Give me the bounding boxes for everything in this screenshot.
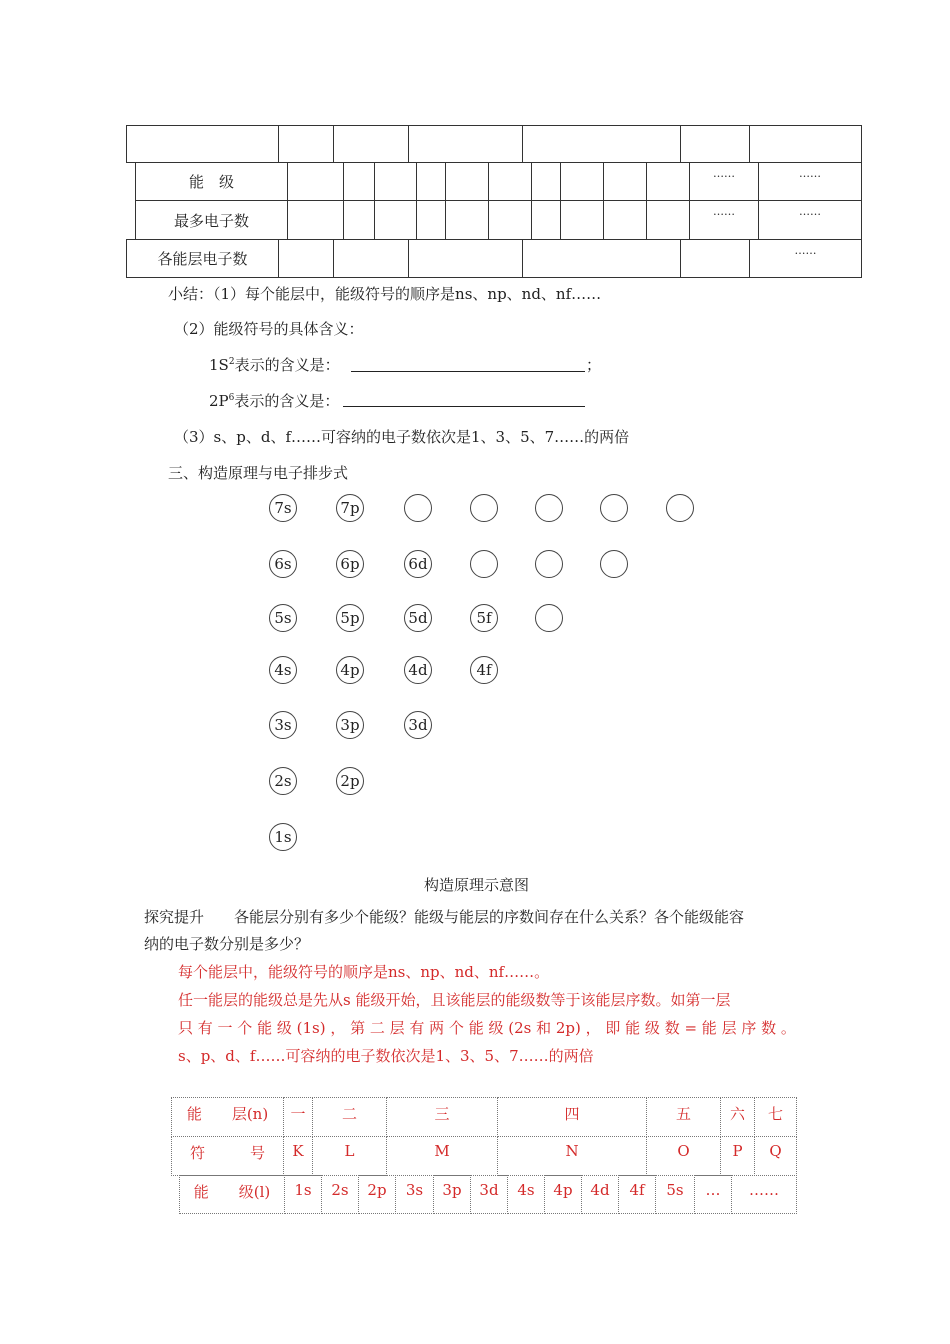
ellipsis-cell: …… [749, 239, 862, 278]
orbital-1s-circle: 1s [269, 823, 297, 851]
table-cell: 七 [754, 1097, 797, 1137]
table-cell [680, 239, 750, 278]
table-cell [287, 200, 344, 240]
orbital-3p-circle: 3p [336, 711, 364, 739]
table-cell [333, 239, 409, 278]
table-cell [333, 125, 409, 163]
ellipsis-cell: …… [689, 200, 759, 240]
table-cell: 一 [283, 1097, 313, 1137]
table-cell: K [283, 1136, 313, 1176]
orbital-3s-circle: 3s [269, 711, 297, 739]
table-cell [374, 162, 417, 201]
summary-3: （3）s、p、d、f……可容纳的电子数依次是1、3、5、7……的两倍 [174, 428, 630, 446]
table-cell [531, 162, 561, 201]
answer-4: s、p、d、f……可容纳的电子数依次是1、3、5、7……的两倍 [178, 1047, 594, 1065]
row-header: 各能层电子数 [126, 239, 279, 278]
orbital-6s-circle: 6s [269, 550, 297, 578]
label-text: 表示的含义是： [234, 392, 340, 410]
table-cell: M [386, 1136, 498, 1176]
table-cell: … [694, 1175, 732, 1214]
empty-orbital-circle [666, 494, 694, 522]
table-cell: 3d [470, 1175, 508, 1214]
orbital-3d-circle: 3d [404, 711, 432, 739]
orbital-7p-circle: 7p [336, 494, 364, 522]
table-cell: 4s [507, 1175, 545, 1214]
explore-question-2: 纳的电子数分别是多少？ [144, 935, 310, 953]
row-header: 能 级(l) [179, 1175, 285, 1214]
table-cell: 二 [312, 1097, 387, 1137]
orbital-2p-circle: 2p [336, 767, 364, 795]
table-cell [126, 125, 279, 163]
table-cell [522, 125, 681, 163]
table-cell [445, 162, 489, 201]
table-cell: 4f [618, 1175, 656, 1214]
row-header: 能 层(n) [171, 1097, 284, 1137]
superscript: 2 [228, 357, 235, 367]
orbital-7s-circle: 7s [269, 494, 297, 522]
table-cell [522, 239, 681, 278]
table-cell: 4p [544, 1175, 582, 1214]
table-cell: 4d [581, 1175, 619, 1214]
label-1s: 1S [209, 356, 229, 374]
orbital-6p-circle: 6p [336, 550, 364, 578]
table-cell [416, 162, 446, 201]
table-cell [343, 162, 375, 201]
table-cell: …… [731, 1175, 797, 1214]
summary-2: （2）能级符号的具体含义： [174, 320, 364, 338]
superscript: 6 [228, 393, 235, 403]
table-cell [680, 125, 750, 163]
orbital-4p-circle: 4p [336, 656, 364, 684]
table-cell: 三 [386, 1097, 498, 1137]
orbital-5d-circle: 5d [404, 604, 432, 632]
orbital-4d-circle: 4d [404, 656, 432, 684]
empty-orbital-circle [535, 604, 563, 632]
summary-2p6 [209, 390, 339, 411]
answer-1: 每个能层中，能级符号的顺序是ns、np、nd、nf……。 [178, 963, 550, 981]
table-cell [646, 162, 690, 201]
orbital-5f-circle: 5f [470, 604, 498, 632]
table-cell [278, 239, 334, 278]
table-cell: 3p [433, 1175, 471, 1214]
fill-blank-2p6[interactable] [343, 405, 585, 407]
orbital-5s-circle: 5s [269, 604, 297, 632]
table-cell: 四 [497, 1097, 647, 1137]
row-header: 最多电子数 [135, 200, 288, 240]
ellipsis-cell: …… [758, 200, 862, 240]
table-cell [488, 162, 532, 201]
label-text: 表示的含义是： [234, 356, 340, 374]
answer-3: 只 有 一 个 能 级 (1s) ， 第 二 层 有 两 个 能 级 (2s 和 2p) ， 即 能 级 数 = 能 层 序 数 。 [178, 1019, 796, 1037]
semicolon: ； [586, 356, 602, 374]
fill-blank-1s2[interactable] [351, 370, 585, 372]
table-cell [445, 200, 489, 240]
table-cell: L [312, 1136, 387, 1176]
empty-orbital-circle [535, 550, 563, 578]
table-cell [646, 200, 690, 240]
empty-orbital-circle [600, 550, 628, 578]
label-2p: 2P [209, 392, 229, 410]
summary-1s2 [209, 354, 340, 375]
ellipsis-cell: …… [758, 162, 862, 201]
table-cell: N [497, 1136, 647, 1176]
orbital-2s-circle: 2s [269, 767, 297, 795]
table-cell: 1s [284, 1175, 322, 1214]
empty-orbital-circle [470, 550, 498, 578]
row-header: 能 级 [135, 162, 288, 201]
table-cell: 3s [395, 1175, 434, 1214]
table-cell [488, 200, 532, 240]
orbital-4f-circle: 4f [470, 656, 498, 684]
ellipsis-cell: …… [689, 162, 759, 201]
table-cell [408, 239, 523, 278]
orbital-4s-circle: 4s [269, 656, 297, 684]
table-cell: 2s [321, 1175, 359, 1214]
empty-orbital-circle [470, 494, 498, 522]
table-cell [603, 162, 647, 201]
table-cell: 2p [358, 1175, 396, 1214]
table-cell [531, 200, 561, 240]
table-cell [287, 162, 344, 201]
table-cell [603, 200, 647, 240]
table-cell [374, 200, 417, 240]
summary-1: 小结：（1）每个能层中，能级符号的顺序是ns、np、nd、nf…… [168, 285, 602, 303]
orbital-5p-circle: 5p [336, 604, 364, 632]
section-title: 三、构造原理与电子排步式 [168, 464, 349, 482]
empty-orbital-circle [535, 494, 563, 522]
table-cell [560, 162, 604, 201]
table-cell [278, 125, 334, 163]
empty-orbital-circle [404, 494, 432, 522]
table-cell [343, 200, 375, 240]
explore-question-1: 探究提升 各能层分别有多少个能级？能级与能层的序数间存在什么关系？各个能级能容 [144, 908, 745, 926]
table-cell: 5s [655, 1175, 695, 1214]
answer-2: 任一能层的能级总是先从s 能级开始，且该能层的能级数等于该能层序数。如第一层 [178, 991, 731, 1009]
table-cell: 五 [646, 1097, 721, 1137]
empty-orbital-circle [600, 494, 628, 522]
table-cell [416, 200, 446, 240]
diagram-caption: 构造原理示意图 [424, 876, 530, 894]
table-cell [749, 125, 862, 163]
table-cell: O [646, 1136, 721, 1176]
table-cell [560, 200, 604, 240]
table-cell [408, 125, 523, 163]
table-cell: 六 [720, 1097, 755, 1137]
table-cell: Q [754, 1136, 797, 1176]
row-header: 符 号 [171, 1136, 284, 1176]
orbital-6d-circle: 6d [404, 550, 432, 578]
table-cell: P [720, 1136, 755, 1176]
